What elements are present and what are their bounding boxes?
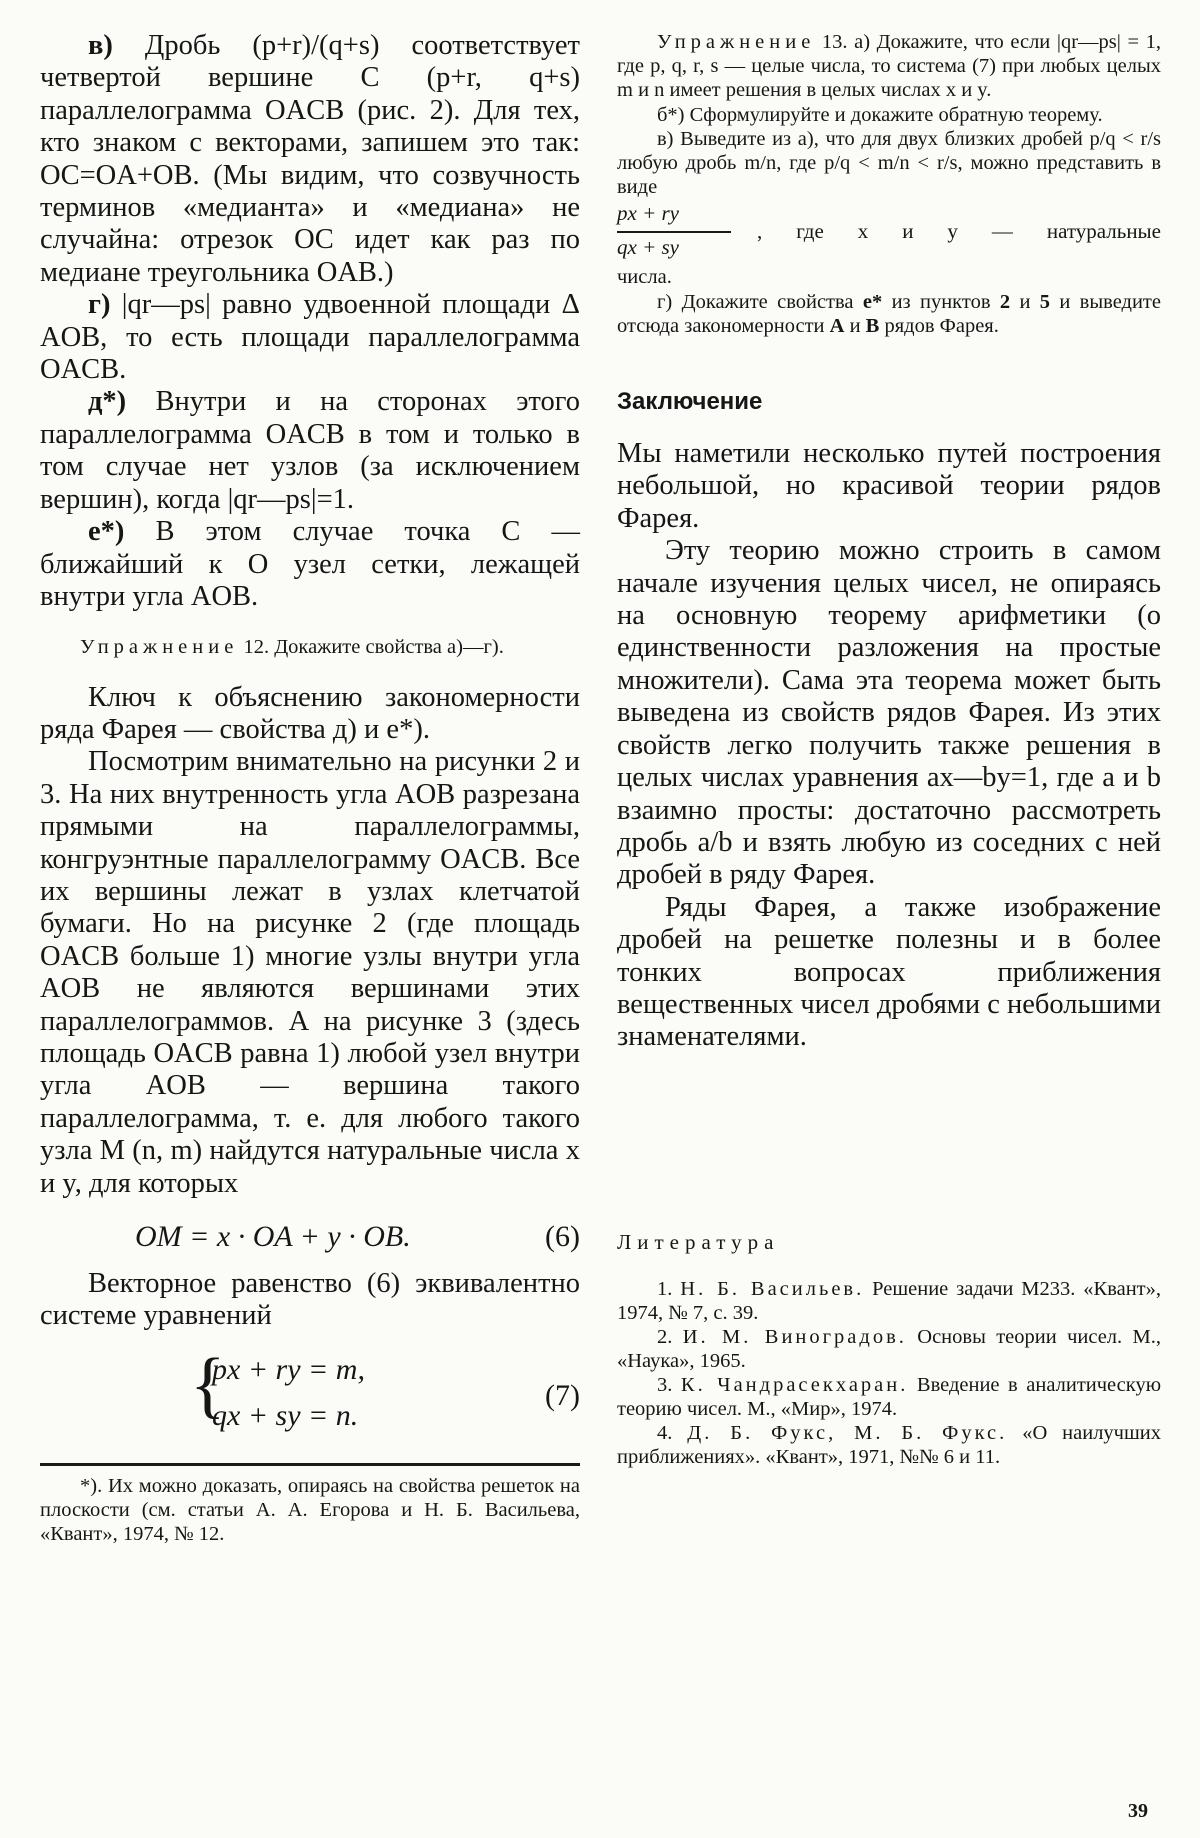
fraction-block xyxy=(617,201,1161,265)
item-label: д*) xyxy=(88,386,127,418)
paragraph-text: В этом случае точка C — ближайший к O узел сетки, лежащей внутри угла AOB. xyxy=(40,516,580,612)
references-list xyxy=(617,1277,1161,1469)
fraction-tail-text: , где x и y — натуральные xyxy=(757,219,1161,244)
formula-text: OM = x · OA + y · OB. xyxy=(135,1220,411,1254)
conclusion-paragraph-2: Эту теорию можно строить в самом начале изучения целых чисел, не опираясь на основную теорему арифметики (о единственности разложения на простые множители). Сама эта теорема может быть выведена из свойств рядов Фарея. Из этих свойств легко получить также решения в целых числах уравнения ax—by=1, где a и b взаимно просты: достаточно рассмотреть дробь a/b и взять любую из соседних с ней дробей в ряду Фарея. xyxy=(617,535,1161,891)
look-paragraph: Посмотрим внимательно на рисунки 2 и 3. На них внутренность угла AOB разрезана прямыми на параллелограммы, конгруэнтные параллелограмму OACB. Все их вершины лежат в узлах клетчатой бумаги. Но на рисунке 2 (где площадь OACB больше 1) многие узлы внутри угла AOB не являются вершинами этих параллелограммов. А на рисунке 3 (здесь площадь OACB равна 1) любой узел внутри угла AOB — вершина такого параллелограмма, т. е. для любого такого узла M (n, m) найдутся натуральные числа x и y, для которых xyxy=(40,746,580,1199)
exercise-text: 12. Докажите свойства а)—г). xyxy=(238,636,504,659)
system-line-1: px + ry = m, xyxy=(212,1352,365,1386)
paragraph-text: Дробь (p+r)/(q+s) соответствует четвертой вершине C (p+r, q+s) параллелограмма OACB (рис. 2). Для тех, кто знаком с векторами, запишем это так: OC=OA+OB. (Мы видим, что созвучность терминов «медианта» и «медиана» не случайна: отрезок OC идет как раз по медиане треугольника OAB.) xyxy=(40,30,580,288)
fraction-denominator: qx + sy xyxy=(617,235,679,260)
exercise-13-v: в) Выведите из а), что для двух близких дробей p/q < r/s любую дробь m/n, где p/q < m/n < r/s, можно представить в виде xyxy=(617,127,1161,199)
item-label: г) xyxy=(88,289,111,321)
equation-system-7 xyxy=(40,1343,580,1443)
reference-item: 3. К. Чандрасекхаран. Введение в аналитическую теорию чисел. М., «Мир», 1974. xyxy=(617,1373,1162,1420)
system-line-2: qx + sy = n. xyxy=(212,1398,359,1432)
paragraph-d xyxy=(40,386,580,516)
paragraph-e xyxy=(40,516,580,613)
vector-paragraph: Векторное равенство (6) эквивалентно системе уравнений xyxy=(40,1268,580,1332)
paragraph-g xyxy=(40,289,580,386)
fraction-numerator: px + ry xyxy=(617,201,679,226)
left-column xyxy=(40,30,580,1546)
equation-number: (7) xyxy=(545,1378,580,1412)
brace-symbol: { xyxy=(190,1343,226,1426)
conclusion-paragraph-1: Мы наметили несколько путей построения небольшой, но красивой теории рядов Фарея. xyxy=(617,438,1161,534)
exercise-13-g: г) Докажите свойства е* из пунктов 2 и 5 и выведите отсюда закономерности А и В рядов Фарея. xyxy=(617,290,1161,337)
exercise-13-a xyxy=(617,30,1161,103)
footnote: *). Их можно доказать, опираясь на свойства решеток на плоскости (см. статьи А. А. Егорова и Н. Б. Васильева, «Квант», 1974, № 12. xyxy=(40,1474,580,1545)
equation-number: (6) xyxy=(545,1220,580,1254)
reference-item: 2. И. М. Виноградов. Основы теории чисел. М., «Наука», 1965. xyxy=(617,1325,1162,1372)
exercise-13-b: б*) Сформулируйте и докажите обратную теорему. xyxy=(657,103,1103,126)
paragraph-text: |qr—ps| равно удвоенной площади Δ AOB, то есть площади параллелограмма OACB. xyxy=(40,289,580,386)
exercise-text: 13. а) Докажите, что если |qr—ps| = 1, где p, q, r, s — целые числа, то система (7) при любых целых m и n имеет решения в целых числах x и y. xyxy=(617,31,1161,102)
footnote-divider xyxy=(40,1463,580,1466)
paragraph-v xyxy=(40,30,580,289)
exercise-label: Упражнение xyxy=(80,636,239,659)
paragraph-text: Внутри и на сторонах этого параллелограмма OACB в том и только в том случае нет узлов (за исключением вершин), когда |qr—ps|=1. xyxy=(40,386,580,515)
item-label: в) xyxy=(88,30,113,61)
fraction-bar xyxy=(617,231,731,233)
right-column xyxy=(617,30,1161,1469)
key-paragraph: Ключ к объяснению закономерности ряда Фарея — свойства д) и е*). xyxy=(40,681,580,745)
conclusion-paragraph-3: Ряды Фарея, а также изображение дробей на решетке полезны и в более тонких вопросах приближения вещественных чисел дробями с небольшими знаменателями. xyxy=(617,891,1161,1053)
formula-6 xyxy=(40,1214,580,1260)
exercise-label: Упражнение xyxy=(657,31,816,53)
exercise-13-v-end: числа. xyxy=(617,266,672,289)
item-label: е*) xyxy=(88,516,125,548)
reference-item: 4. Д. Б. Фукс, М. Б. Фукс. «О наилучших приближениях». «Квант», 1971, №№ 6 и 11. xyxy=(617,1421,1161,1468)
page-number: 39 xyxy=(1128,1800,1148,1822)
exercise-12 xyxy=(40,635,580,659)
reference-item: 1. Н. Б. Васильев. Решение задачи М233. «Квант», 1974, № 7, с. 39. xyxy=(617,1277,1162,1324)
section-heading: Заключение xyxy=(617,388,763,416)
references-heading: Литература xyxy=(617,1229,780,1254)
